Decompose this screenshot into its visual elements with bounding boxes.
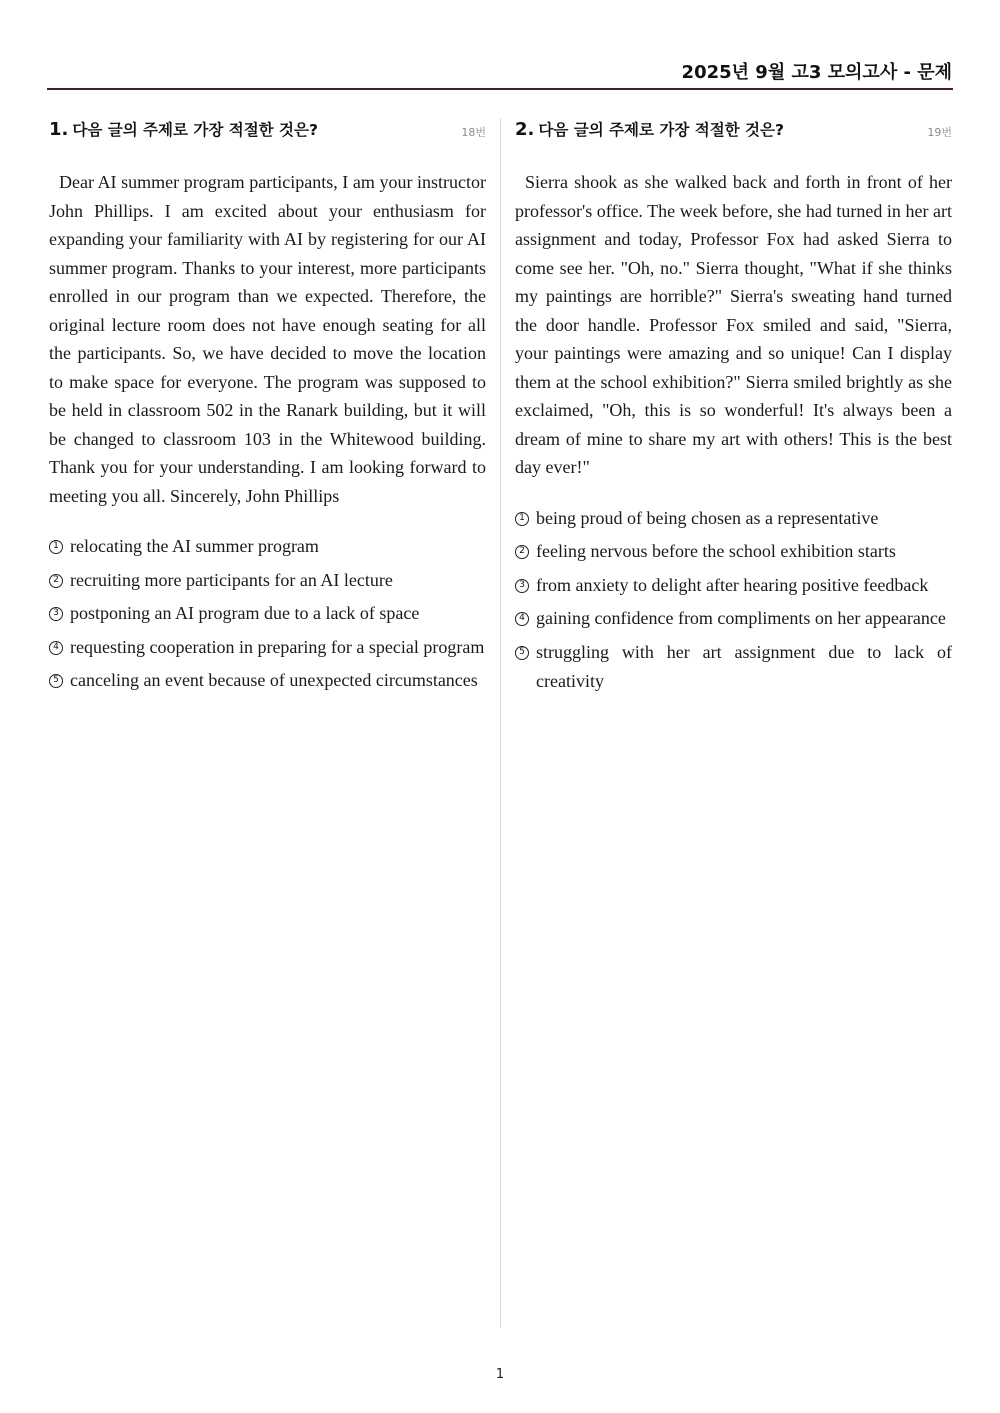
choice-4[interactable] bbox=[49, 633, 486, 662]
choice-5[interactable] bbox=[515, 638, 952, 696]
choice-number-circle: 4 bbox=[515, 612, 529, 626]
question-1-header bbox=[49, 118, 486, 144]
page-header-title: 2025년 9월 고3 모의고사 - 문제 bbox=[681, 62, 952, 83]
question-prompt: 다음 글의 주제로 가장 적절한 것은? bbox=[72, 121, 318, 139]
choice-number-circle: 4 bbox=[49, 641, 63, 655]
answer-choices bbox=[515, 504, 952, 696]
header-rule bbox=[47, 88, 953, 90]
choice-number-circle: 5 bbox=[49, 674, 63, 688]
choice-3[interactable] bbox=[515, 571, 952, 600]
column-divider bbox=[500, 118, 501, 1328]
question-2 bbox=[515, 118, 952, 700]
question-2-header bbox=[515, 118, 952, 144]
answer-choices bbox=[49, 532, 486, 695]
choice-text: requesting cooperation in preparing for a special program bbox=[70, 636, 485, 657]
choice-number-circle: 3 bbox=[49, 607, 63, 621]
choice-3[interactable] bbox=[49, 599, 486, 628]
choice-2[interactable] bbox=[515, 537, 952, 566]
question-1 bbox=[49, 118, 486, 700]
choice-number-circle: 2 bbox=[49, 574, 63, 588]
choice-1[interactable] bbox=[49, 532, 486, 561]
choice-text: feeling nervous before the school exhibition starts bbox=[536, 541, 896, 561]
choice-number-circle: 1 bbox=[49, 540, 63, 554]
choice-text: being proud of being chosen as a representative bbox=[536, 507, 879, 528]
question-prompt: 다음 글의 주제로 가장 적절한 것은? bbox=[538, 121, 784, 139]
question-source-tag: 18번 bbox=[461, 126, 486, 139]
choice-1[interactable] bbox=[515, 504, 952, 533]
choice-number-circle: 5 bbox=[515, 646, 529, 660]
question-number: 1. bbox=[49, 119, 69, 140]
question-number: 2. bbox=[515, 119, 535, 140]
choice-text: relocating the AI summer program bbox=[70, 536, 319, 556]
choice-text: struggling with her art assignment due to lack of creativity bbox=[536, 641, 952, 691]
choice-number-circle: 3 bbox=[515, 579, 529, 593]
choice-2[interactable] bbox=[49, 566, 486, 595]
passage-text: Sierra shook as she walked back and forth in front of her professor's office. The week before, she had turned in her art assignment and today, Professor Fox had asked Sierra to come see her. "Oh, no." Sierra thought, "What if she thinks my paintings are horrible?" Sierra's sweating hand turned the door handle. Professor Fox smiled and said, "Sierra, your paintings were amazing and so unique! Can I display them at the school exhibition?" Sierra smiled brightly as she exclaimed, "Oh, this is so wonderful! It's always been a dream of mine to share my art with others! This is the best day ever!" bbox=[515, 172, 952, 477]
question-source-tag: 19번 bbox=[927, 126, 952, 139]
choice-text: from anxiety to delight after hearing positive feedback bbox=[536, 574, 929, 595]
choice-text: recruiting more participants for an AI lecture bbox=[70, 569, 393, 590]
page-number: 1 bbox=[495, 1367, 505, 1382]
choice-text: canceling an event because of unexpected circumstances bbox=[70, 670, 478, 690]
passage-text: Dear AI summer program participants, I am your instructor John Phillips. I am excited about your enthusiasm for expanding your familiarity with AI by registering for our AI summer program. Thanks to your interest, more participants enrolled in our program than we expected. Therefore, the original lecture room does not have enough seating for all the participants. So, we have decided to move the location to make space for everyone. The program was supposed to be held in classroom 502 in the Ranark building, but it will be changed to classroom 103 in the Whitewood building. Thank you for your understanding. I am looking forward to meeting you all. Sincerely, John Phillips bbox=[49, 172, 486, 506]
choice-text: postponing an AI program due to a lack of space bbox=[70, 603, 420, 623]
choice-4[interactable] bbox=[515, 604, 952, 633]
choice-number-circle: 2 bbox=[515, 545, 529, 559]
choice-number-circle: 1 bbox=[515, 512, 529, 526]
choice-5[interactable] bbox=[49, 666, 486, 695]
choice-text: gaining confidence from compliments on her appearance bbox=[536, 608, 946, 628]
